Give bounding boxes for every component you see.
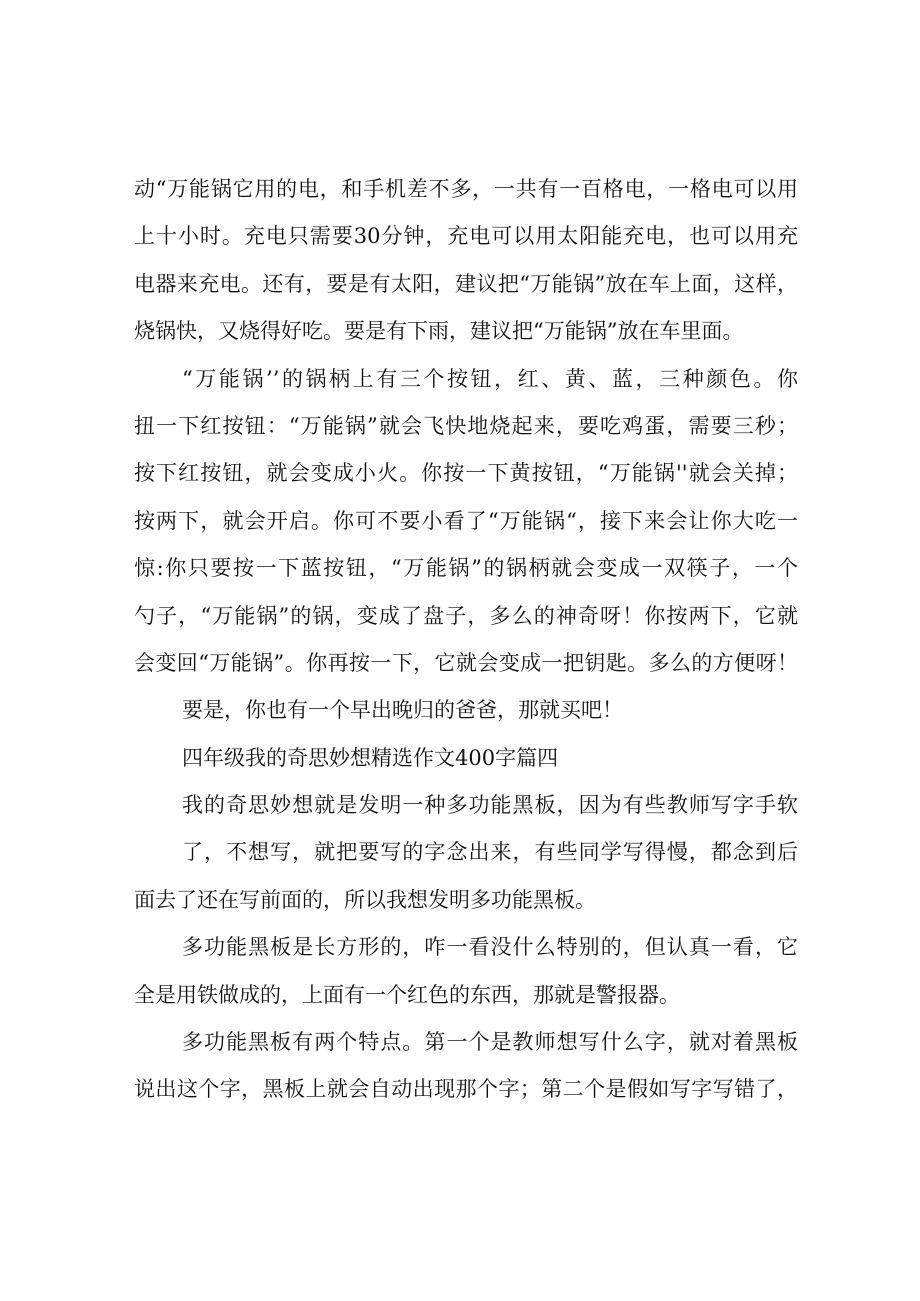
text-line-16: 面去了还在写前面的，所以我想发明多功能黑板。 bbox=[134, 887, 596, 912]
text-line-6: 扭一下红按钮：“万能锅”就会飞快地烧起来，要吃鸡蛋，需要三秒； bbox=[134, 413, 798, 438]
text-line-2: 上十小时。充电只需要30分钟，充电可以用太阳能充电，也可以用充 bbox=[134, 224, 798, 249]
text-line-9: 惊:你只要按一下蓝按钮，“万能锅”的锅柄就会变成一双筷子，一个 bbox=[134, 556, 798, 581]
text-line-15: 了，不想写，就把要写的字念出来，有些同学写得慢，都念到后 bbox=[182, 840, 798, 865]
text-line-11: 会变回“万能锅”。你再按一下，它就会变成一把钥匙。多么的方便呀！ bbox=[134, 650, 798, 675]
text-line-4: 烧锅快，又烧得好吃。要是有下雨，建议把“万能锅”放在车里面。 bbox=[134, 319, 744, 344]
text-line-3: 电器来充电。还有，要是有太阳，建议把“万能锅”放在车上面，这样， bbox=[134, 271, 798, 296]
text-line-8: 按两下，就会开启。你可不要小看了“万能锅“，接下来会让你大吃一 bbox=[134, 508, 798, 533]
text-line-18: 全是用铁做成的，上面有一个红色的东西，那就是警报器。 bbox=[134, 982, 680, 1007]
text-line-12: 要是，你也有一个早出晚归的爸爸，那就买吧！ bbox=[182, 698, 623, 723]
text-line-7: 按下红按钮，就会变成小火。你按一下黄按钮，“万能锅''就会关掉； bbox=[134, 461, 798, 486]
section-heading: 四年级我的奇思妙想精选作文400字篇四 bbox=[182, 745, 559, 770]
text-line-17: 多功能黑板是长方形的，咋一看没什么特别的，但认真一看，它 bbox=[182, 935, 798, 960]
text-line-20: 说出这个字，黑板上就会自动出现那个字；第二个是假如写字写错了， bbox=[134, 1077, 798, 1102]
text-line-10: 勺子，“万能锅”的锅，变成了盘子，多么的神奇呀！你按两下，它就 bbox=[134, 603, 798, 628]
text-line-14: 我的奇思妙想就是发明一种多功能黑板，因为有些教师写字手软 bbox=[182, 793, 798, 818]
text-line-1: 动“万能锅它用的电，和手机差不多，一共有一百格电，一格电可以用 bbox=[134, 177, 798, 201]
text-line-19: 多功能黑板有两个特点。第一个是教师想写什么字，就对着黑板 bbox=[182, 1030, 798, 1055]
text-line-5: “万能锅’’的锅柄上有三个按钮，红、黄、蓝，三种颜色。你 bbox=[182, 366, 798, 391]
document-body bbox=[134, 166, 798, 1114]
